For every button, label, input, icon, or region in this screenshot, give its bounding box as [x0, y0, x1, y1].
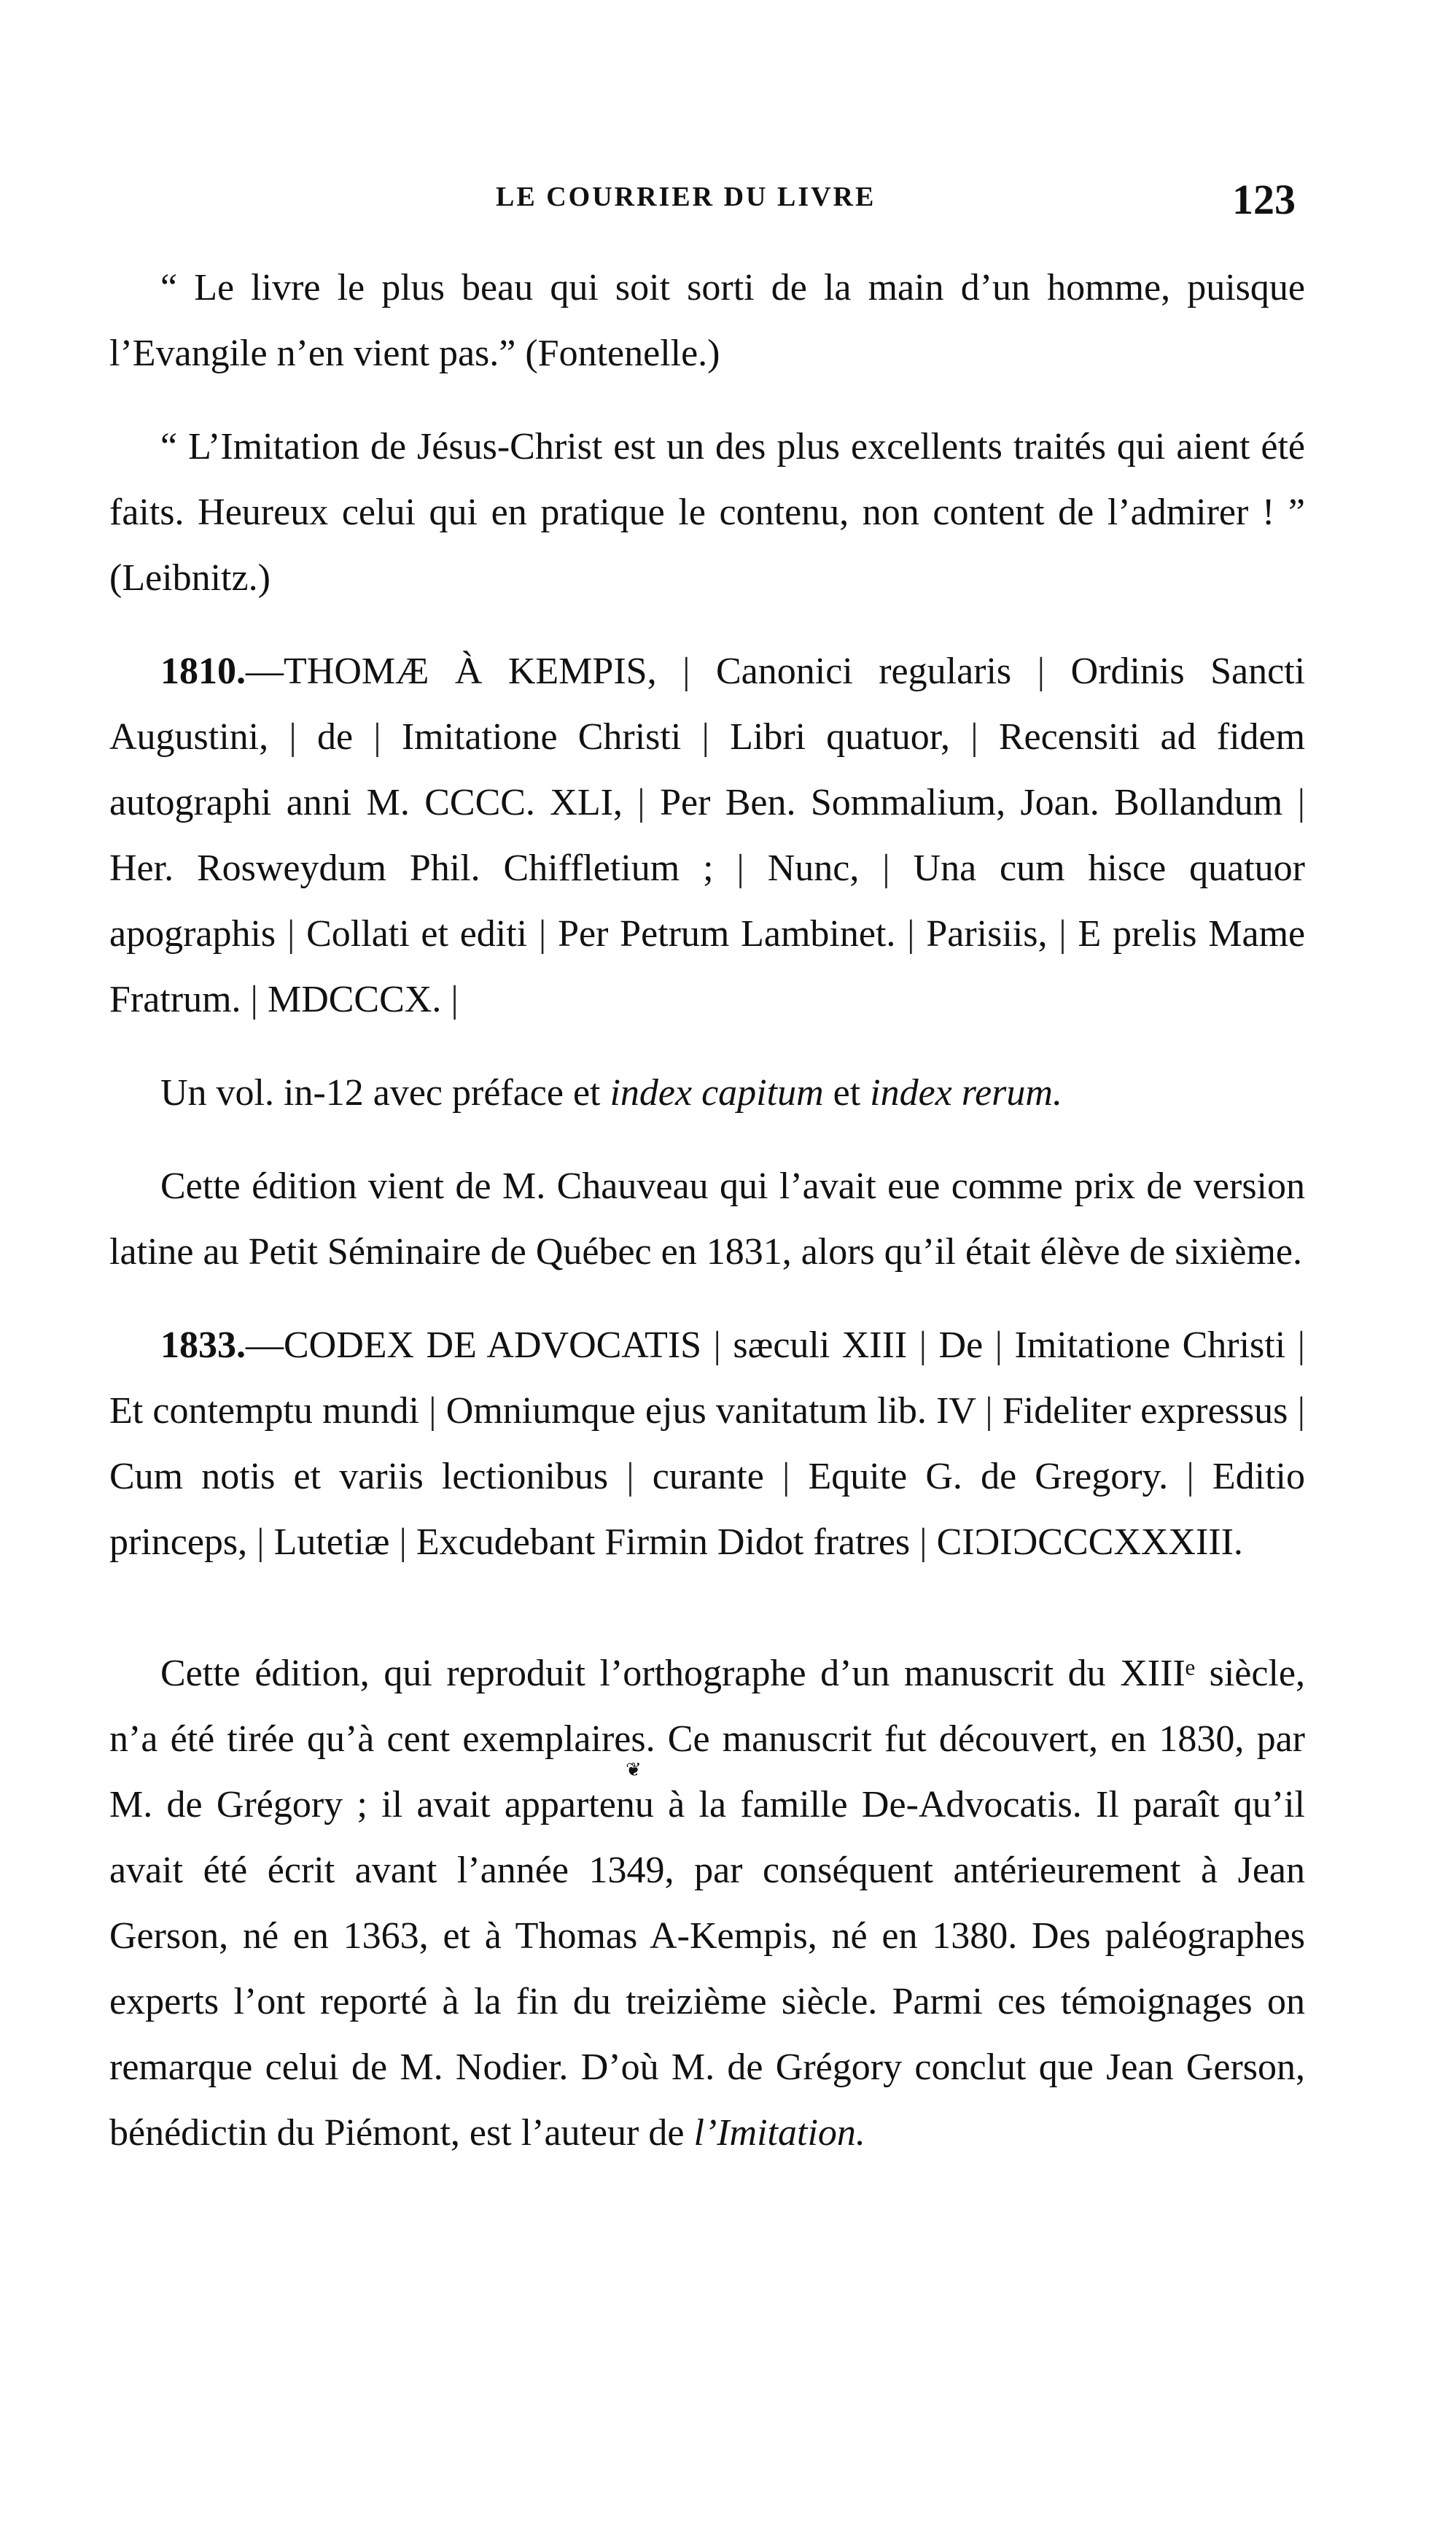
title-part: curante	[652, 1456, 764, 1497]
title-part: Et contemptu mundi	[109, 1390, 419, 1432]
title-part: Per Petrum Lambinet.	[558, 913, 896, 955]
line-separator: |	[1297, 1390, 1306, 1432]
line-separator: |	[919, 1521, 927, 1563]
line-separator: |	[985, 1390, 993, 1432]
line-separator: |	[994, 1324, 1003, 1366]
line-separator: |	[682, 651, 690, 692]
line-separator: |	[250, 979, 258, 1020]
quote-attribution: (Leibnitz.)	[109, 557, 270, 599]
title-part: Imitatione Christi	[401, 716, 682, 758]
title-part: Canonici regularis	[716, 651, 1012, 692]
title-part: E prelis Mame Fratrum.	[109, 913, 1306, 1020]
line-separator: |	[1059, 913, 1067, 955]
title-part: Lutetiæ	[273, 1521, 390, 1563]
entry-1810-note: Cette édition vient de M. Chauveau qui l’avait eue comme prix de version latine au Petit Séminaire de Québec en 1831, alors qu’il était élève de sixième.	[109, 1165, 1305, 1273]
title-part: Excudebant Firmin Didot fratres	[416, 1521, 911, 1563]
entry-year: 1810.	[160, 651, 246, 692]
entry-year: 1833.	[160, 1324, 246, 1366]
note-italic: l’Imitation.	[693, 2112, 865, 2154]
title-part: de	[316, 716, 354, 758]
note-text: Cette édition, qui reproduit l’orthographe d’un manuscrit du XIIIᵉ siècle, n’a été tirée qu’à cent exemplaires. Ce manuscrit fut découvert, en 1830, par M. de Grégory ; il avait appartenu à la famille De-Advocatis. Il paraît qu’il avait été écrit avant l’année 1349, par conséquent antérieurement à Jean Gerson, né en 1363, et à Thomas A-Kempis, né en 1380. Des paléographes experts l’ont reporté à la fin du treizième siècle. Parmi ces témoignages on remarque celui de M. Nodier. D’où M. de Grégory conclut que Jean Gerson, bénédictin du Piémont, est l’auteur de	[109, 1653, 1305, 2154]
title-part: Ordinis Sancti Augustini,	[109, 651, 1306, 758]
line-separator: |	[1297, 1324, 1306, 1366]
description-text: et	[833, 1072, 861, 1114]
title-part: Fideliter expressus	[1002, 1390, 1288, 1432]
line-separator: |	[882, 847, 890, 889]
quote-fontenelle	[109, 255, 1305, 387]
title-part: Nunc,	[767, 847, 860, 889]
title-part: Equite G. de Gregory.	[808, 1456, 1169, 1497]
title-part: Parisiis,	[926, 913, 1048, 955]
title-part: Collati et editi	[306, 913, 528, 955]
quote-attribution: (Fontenelle.)	[525, 333, 720, 374]
line-separator: |	[907, 913, 915, 955]
description-italic: index capitum	[610, 1072, 824, 1114]
quote-text: “ Le livre le plus beau qui soit sorti de la main d’un homme, puisque l’Evangile n’en vient pas.”	[109, 267, 1305, 374]
line-separator: |	[257, 1521, 265, 1563]
line-separator: |	[782, 1456, 790, 1497]
entry-1833-note	[109, 1641, 1305, 2166]
title-part: De	[938, 1324, 984, 1366]
title-part: —CODEX DE ADVOCATIS	[246, 1324, 702, 1366]
title-part: MDCCCX.	[267, 979, 442, 1020]
line-separator: |	[919, 1324, 927, 1366]
line-separator: |	[736, 847, 744, 889]
title-part: sæculi XIII	[733, 1324, 908, 1366]
line-separator: |	[713, 1324, 721, 1366]
line-separator: |	[373, 716, 381, 758]
line-separator: |	[970, 716, 978, 758]
line-separator: |	[1037, 651, 1046, 692]
title-part: Omniumque ejus vanitatum lib. IV	[445, 1390, 976, 1432]
running-title: LE COURRIER DU LIVRE	[496, 182, 876, 212]
quote-leibnitz	[109, 414, 1305, 611]
quote-text: “ L’Imitation de Jésus-Christ est un des plus excellents traités qui aient été faits. Heureux celui qui en pratique le contenu, non content de l’admirer ! ”	[109, 426, 1305, 533]
title-part: CIƆIƆCCCXXXIII.	[936, 1521, 1243, 1563]
title-part: Recensiti ad fidem autographi anni M. CCCC. XLI,	[109, 716, 1306, 823]
bibliography-entry-1833	[109, 1313, 1305, 1575]
title-part: Una cum hisce quatuor apographis	[109, 847, 1305, 955]
title-part: Cum notis et variis lectionibus	[109, 1456, 609, 1497]
page-header	[0, 175, 1456, 226]
description-italic: index rerum.	[870, 1072, 1062, 1114]
bibliography-entry-1810	[109, 639, 1305, 1033]
title-part: —THOMÆ À KEMPIS,	[246, 651, 657, 692]
line-separator: |	[399, 1521, 407, 1563]
line-separator: |	[1186, 1456, 1194, 1497]
title-part: Per Ben. Sommalium, Joan. Bollandum	[660, 782, 1283, 823]
line-separator: |	[626, 1456, 634, 1497]
line-separator: |	[289, 716, 297, 758]
page-body	[109, 255, 1305, 2166]
line-separator: |	[1297, 782, 1305, 823]
page-number: 123	[1232, 176, 1296, 223]
description-text: Un vol. in-12 avec préface et	[160, 1072, 601, 1114]
line-separator: |	[538, 913, 547, 955]
title-part: Imitatione Christi	[1014, 1324, 1286, 1366]
line-separator: |	[451, 979, 459, 1020]
line-separator: |	[701, 716, 709, 758]
line-separator: |	[287, 913, 295, 955]
printer-ornament-icon: ❦	[626, 1759, 642, 1780]
title-part: Libri quatuor,	[730, 716, 951, 758]
entry-1810-description	[109, 1060, 1305, 1126]
title-part: Her. Rosweydum Phil. Chiffletium ;	[109, 847, 714, 889]
line-separator: |	[429, 1390, 437, 1432]
line-separator: |	[637, 782, 645, 823]
title-part: Editio princeps,	[109, 1456, 1305, 1563]
